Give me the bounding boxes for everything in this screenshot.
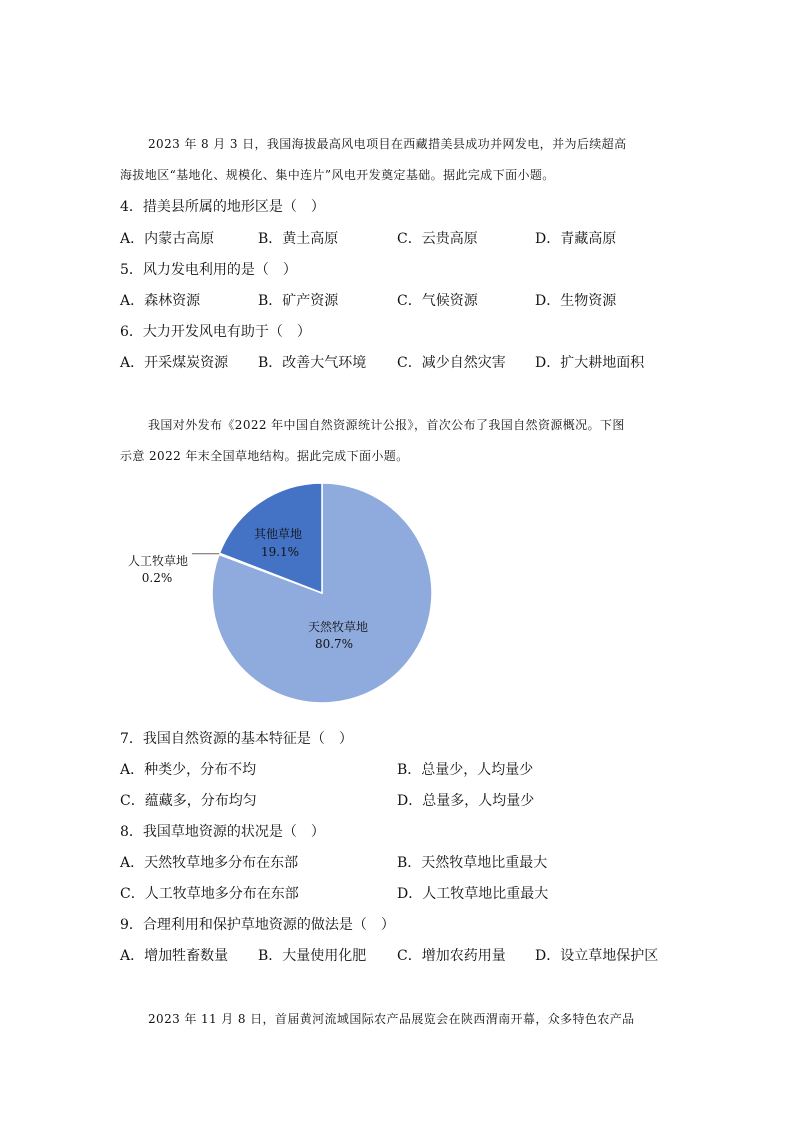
question-8-option-b: B．天然牧草地比重最大 [397, 855, 548, 871]
question-4-option-a: A．内蒙古高原 [120, 231, 215, 247]
question-9-option-c: C．增加农药用量 [397, 948, 506, 964]
question-5-option-c: C．气候资源 [397, 293, 478, 309]
passage-3-line-1: 2023 年 11 月 8 日，首届黄河流域国际农产品展览会在陕西渭南开幕，众多特色农产品 [148, 1012, 635, 1026]
pie-label-natural-pasture-name: 天然牧草地 [307, 620, 369, 634]
passage-2-line-1: 我国对外发布《2022 年中国自然资源统计公报》，首次公布了我国自然资源概况。下图 [148, 418, 625, 432]
question-7-stem: 7．我国自然资源的基本特征是（ ） [120, 731, 353, 747]
question-8-option-d: D．人工牧草地比重最大 [397, 886, 549, 902]
question-4-option-d: D．青藏高原 [535, 231, 617, 247]
pie-label-natural-pasture-value: 80.7% [314, 637, 354, 651]
passage-1-line-1: 2023 年 8 月 3 日，我国海拔最高风电项目在西藏措美县成功并网发电，并为后续超高 [148, 137, 627, 151]
question-7-option-a: A．种类少，分布不均 [120, 762, 257, 778]
question-9-option-a: A．增加牲畜数量 [120, 948, 229, 964]
question-8-stem: 8．我国草地资源的状况是（ ） [120, 824, 325, 840]
grassland-structure-figure [100, 478, 460, 718]
question-4-option-b: B．黄土高原 [258, 231, 339, 247]
question-7-option-c: C．蕴藏多，分布均匀 [120, 793, 257, 809]
passage-1-line-2: 海拔地区“基地化、规模化、集中连片”风电开发奠定基础。据此完成下面小题。 [120, 168, 555, 182]
pie-label-artificial-pasture-name: 人工牧草地 [127, 554, 189, 568]
question-9-option-b: B．大量使用化肥 [258, 948, 367, 964]
grassland-pie-chart [100, 478, 460, 718]
question-5-stem: 5．风力发电利用的是（ ） [120, 262, 297, 278]
pie-label-other-grassland-name: 其他草地 [253, 527, 303, 541]
question-5-option-a: A．森林资源 [120, 293, 201, 309]
question-5-option-d: D．生物资源 [535, 293, 617, 309]
question-4-option-c: C．云贵高原 [397, 231, 478, 247]
question-7-option-b: B．总量少，人均量少 [397, 762, 534, 778]
question-5-option-b: B．矿产资源 [258, 293, 339, 309]
pie-label-artificial-pasture-value: 0.2% [141, 571, 173, 585]
question-4-stem: 4．措美县所属的地形区是（ ） [120, 199, 325, 215]
question-6-option-d: D．扩大耕地面积 [535, 355, 645, 371]
question-9-option-d: D．设立草地保护区 [535, 948, 659, 964]
question-6-option-a: A．开采煤炭资源 [120, 355, 229, 371]
question-6-option-b: B．改善大气环境 [258, 355, 367, 371]
question-6-option-c: C．减少自然灾害 [397, 355, 506, 371]
pie-label-other-grassland-value: 19.1% [260, 545, 300, 559]
passage-2-line-2: 示意 2022 年末全国草地结构。据此完成下面小题。 [120, 449, 409, 463]
question-7-option-d: D．总量多，人均量少 [397, 793, 535, 809]
question-8-option-c: C．人工牧草地多分布在东部 [120, 886, 299, 902]
question-8-option-a: A．天然牧草地多分布在东部 [120, 855, 299, 871]
question-9-stem: 9．合理利用和保护草地资源的做法是（ ） [120, 917, 395, 933]
question-6-stem: 6．大力开发风电有助于（ ） [120, 324, 311, 340]
